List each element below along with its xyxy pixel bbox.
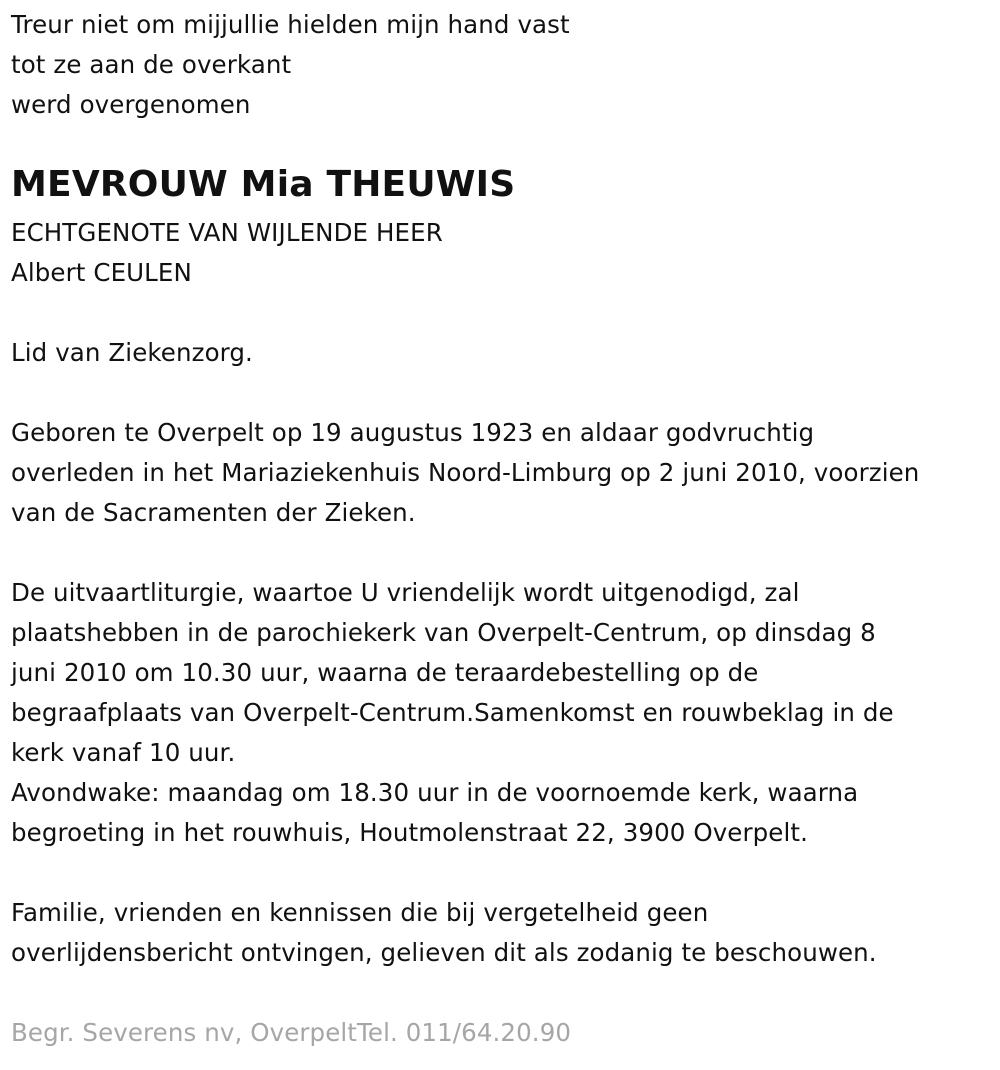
undertaker-footer xyxy=(11,1013,571,1053)
family-notice-paragraph xyxy=(11,893,877,973)
paragraph-line: overleden in het Mariaziekenhuis Noord-Limburg op 2 juni 2010, voorzien xyxy=(11,458,920,487)
paragraph-line: Avondwake: maandag om 18.30 uur in de voornoemde kerk, waarna xyxy=(11,778,859,807)
deceased-name: MEVROUW Mia THEUWIS xyxy=(11,164,516,205)
paragraph-line: plaatshebben in de parochiekerk van Overpelt-Centrum, op dinsdag 8 xyxy=(11,618,876,647)
undertaker-contact: Begr. Severens nv, OverpeltTel. 011/64.20.90 xyxy=(11,1018,572,1047)
paragraph-line: De uitvaartliturgie, waartoe U vriendelijk wordt uitgenodigd, zal xyxy=(11,578,800,607)
paragraph-line: overlijdensbericht ontvingen, gelieven dit als zodanig te beschouwen. xyxy=(11,938,877,967)
membership-text: Lid van Ziekenzorg. xyxy=(11,338,253,367)
paragraph-line: begraafplaats van Overpelt-Centrum.Samenkomst en rouwbeklag in de xyxy=(11,698,894,727)
spouse-block xyxy=(11,213,443,293)
paragraph-line: Familie, vrienden en kennissen die bij vergetelheid geen xyxy=(11,898,709,927)
relation-title: ECHTGENOTE VAN WIJLENDE HEER xyxy=(11,218,443,247)
birth-death-paragraph xyxy=(11,413,919,533)
spouse-name: Albert CEULEN xyxy=(11,258,192,287)
paragraph-line: van de Sacramenten der Zieken. xyxy=(11,498,416,527)
verse-line: Treur niet om mijjullie hielden mijn hand vast xyxy=(11,10,570,39)
verse-line: tot ze aan de overkant xyxy=(11,50,292,79)
memorial-verse xyxy=(11,5,570,125)
paragraph-line: Geboren te Overpelt op 19 augustus 1923 en aldaar godvruchtig xyxy=(11,418,815,447)
paragraph-line: juni 2010 om 10.30 uur, waarna de teraardebestelling op de xyxy=(11,658,759,687)
paragraph-line: kerk vanaf 10 uur. xyxy=(11,738,236,767)
funeral-paragraph xyxy=(11,573,894,853)
membership-block xyxy=(11,333,253,373)
verse-line: werd overgenomen xyxy=(11,90,251,119)
paragraph-line: begroeting in het rouwhuis, Houtmolenstraat 22, 3900 Overpelt. xyxy=(11,818,808,847)
